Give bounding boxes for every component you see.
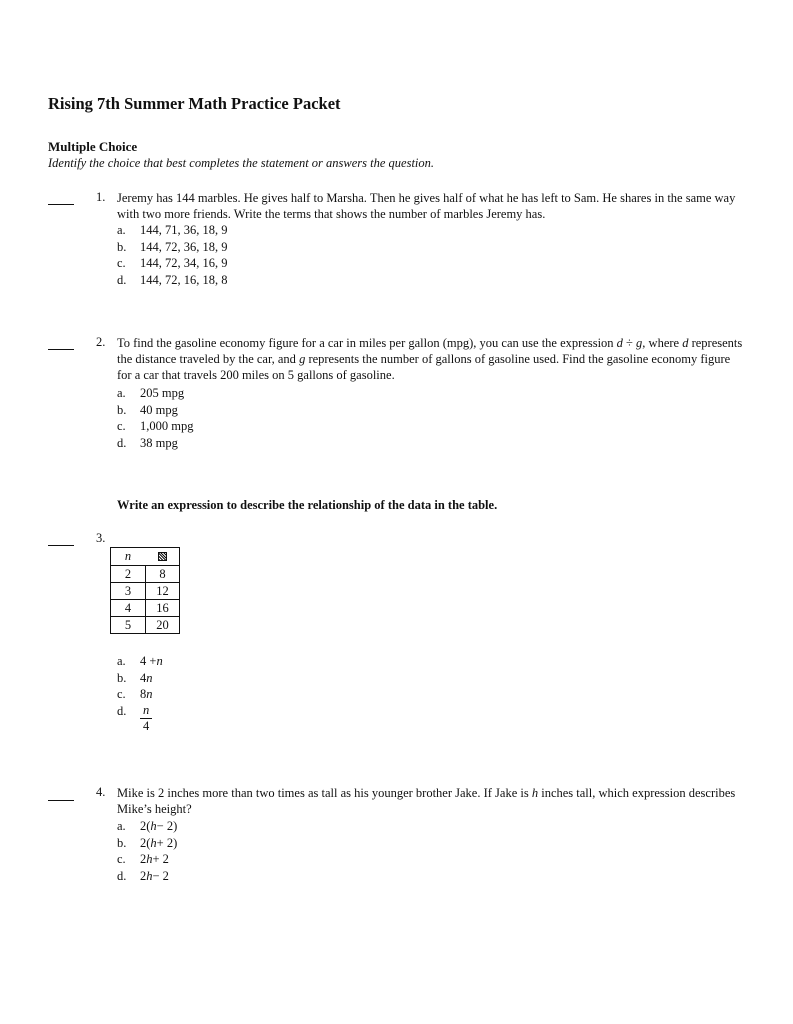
choice-4c[interactable]: c. 2 h + 2 bbox=[117, 852, 169, 867]
answer-blank-2[interactable] bbox=[48, 337, 74, 350]
choice-1b[interactable]: b. 144, 72, 36, 18, 9 bbox=[117, 239, 228, 254]
choice-4a[interactable]: a. 2( h − 2) bbox=[117, 819, 178, 833]
table-header-n: n bbox=[124, 548, 132, 563]
choice-3a[interactable]: a. 4 + n bbox=[117, 654, 163, 668]
choice-2b[interactable]: b. 40 mpg bbox=[117, 402, 178, 417]
question-number-2: 2. bbox=[96, 335, 106, 349]
instructions: Identify the choice that best completes the statement or answers the question. bbox=[48, 156, 435, 170]
choice-2c[interactable]: c. 1,000 mpg bbox=[117, 419, 194, 434]
answer-blank-1[interactable] bbox=[48, 192, 74, 205]
choice-4d[interactable]: d. 2 h − 2 bbox=[117, 868, 169, 883]
fraction: $\frac{n}{4}$ bbox=[140, 703, 152, 734]
answer-blank-3[interactable] bbox=[48, 533, 74, 546]
choice-3d[interactable]: d. $\frac{n}{4}$ bbox=[117, 703, 163, 734]
choice-3b[interactable]: b. 4 n bbox=[117, 670, 153, 685]
choice-2d[interactable]: d. 38 mpg bbox=[117, 435, 178, 450]
choices-1 bbox=[117, 222, 228, 288]
choice-1c[interactable]: c. 144, 72, 34, 16, 9 bbox=[117, 256, 228, 271]
choices-4 bbox=[117, 818, 177, 884]
answer-blank-4[interactable] bbox=[48, 788, 74, 801]
table-row: 4 16 bbox=[111, 600, 180, 617]
table-row: 5 20 bbox=[111, 617, 180, 634]
section-title: Multiple Choice bbox=[48, 139, 138, 154]
choice-2a[interactable]: a. 205 mpg bbox=[117, 386, 185, 400]
question-number-1: 1. bbox=[96, 190, 106, 204]
choice-1a[interactable]: a. 144, 71, 36, 18, 9 bbox=[117, 223, 228, 237]
question-stem-1: Jeremy has 144 marbles. He gives half to Marsha. Then he gives half of what he has left to Sam. He shares in the same way with two more friends. Write the terms that shows the number of marbles Jeremy has. bbox=[117, 191, 736, 222]
data-table bbox=[110, 547, 180, 634]
question-stem-4: Mike is 2 inches more than two times as tall as his younger brother Jake. If Jake is h inches tall, which expression describes Mike’s height? bbox=[117, 786, 736, 817]
question-stem-2: To find the gasoline economy figure for a car in miles per gallon (mpg), you can use the expression d ÷ g, where d represents the distance traveled by the car, and g represents the number of gallons of gasoline used. Find the gasoline economy figure for a car that travels 200 miles on 5 gallons of gasoline. bbox=[117, 336, 743, 383]
choices-3 bbox=[117, 653, 163, 734]
table-row: 3 12 bbox=[111, 583, 180, 600]
choices-2 bbox=[117, 385, 193, 451]
table-instruction: Write an expression to describe the relationship of the data in the table. bbox=[117, 498, 498, 512]
choice-1d[interactable]: d. 144, 72, 16, 18, 8 bbox=[117, 272, 228, 287]
question-number-3: 3. bbox=[96, 531, 106, 545]
table-row: 2 8 bbox=[111, 566, 180, 583]
table-header-row bbox=[111, 547, 180, 566]
question-number-4: 4. bbox=[96, 785, 106, 799]
table-header-icon bbox=[146, 547, 180, 566]
page-title: Rising 7th Summer Math Practice Packet bbox=[48, 94, 341, 113]
choice-4b[interactable]: b. 2( h + 2) bbox=[117, 835, 178, 850]
choice-3c[interactable]: c. 8 n bbox=[117, 687, 153, 702]
